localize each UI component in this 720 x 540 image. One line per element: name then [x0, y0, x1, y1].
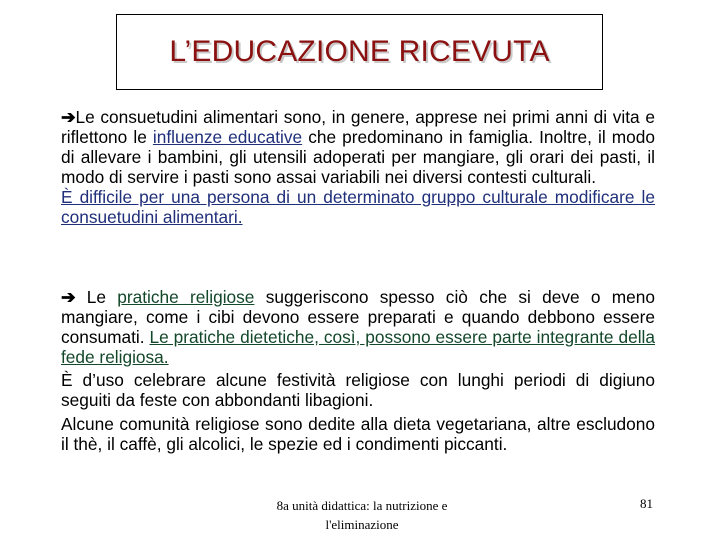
- paragraph-educazione: [61, 107, 655, 227]
- footer-text: 8a unità didattica: la nutrizione e l'eliminazione: [276, 498, 448, 532]
- paragraph2-text-a: Le: [75, 287, 118, 307]
- link-pratiche-religiose[interactable]: pratiche religiose: [117, 287, 255, 307]
- paragraph-festivita: È d’uso celebrare alcune festività religiose con lunghi periodi di digiuno seguiti da feste con abbondanti libagioni.: [61, 370, 655, 410]
- paragraph1-emphasis: È difficile per una persona di un determinato gruppo culturale modificare le consuetudini alimentari.: [61, 187, 655, 227]
- paragraph2-emphasis: Le pratiche dietetiche, così, possono essere parte integrante della fede religiosa.: [61, 327, 655, 367]
- paragraph-religione: [61, 287, 655, 367]
- link-influenze-educative[interactable]: influenze educative: [152, 127, 303, 147]
- title-box: [116, 14, 603, 90]
- paragraph1-text-b: che predominano in famiglia. Inoltre, il modo di allevare i bambini, gli utensili adoperati per mangiare, gli orari dei pasti, il modo di servire i pasti sono assai variabili nei diversi contesti culturali.: [61, 127, 655, 187]
- arrow-right-icon: ➔: [61, 107, 76, 127]
- page-number: 81: [640, 496, 653, 511]
- slide-title: L’EDUCAZIONE RICEVUTA: [169, 35, 550, 68]
- paragraph-comunita: Alcune comunità religiose sono dedite alla dieta vegetariana, altre escludono il thè, il caffè, gli alcolici, le spezie ed i condimenti piccanti.: [61, 414, 655, 454]
- paragraph1-text-a: Le consuetudini alimentari sono, in genere, apprese nei primi anni di vita e riflettono le: [61, 107, 655, 147]
- arrow-right-icon: ➔: [61, 287, 76, 307]
- paragraph2-text-b: suggeriscono spesso ciò che si deve o meno mangiare, come i cibi devono essere preparati e quando debbono essere consumati.: [61, 287, 655, 347]
